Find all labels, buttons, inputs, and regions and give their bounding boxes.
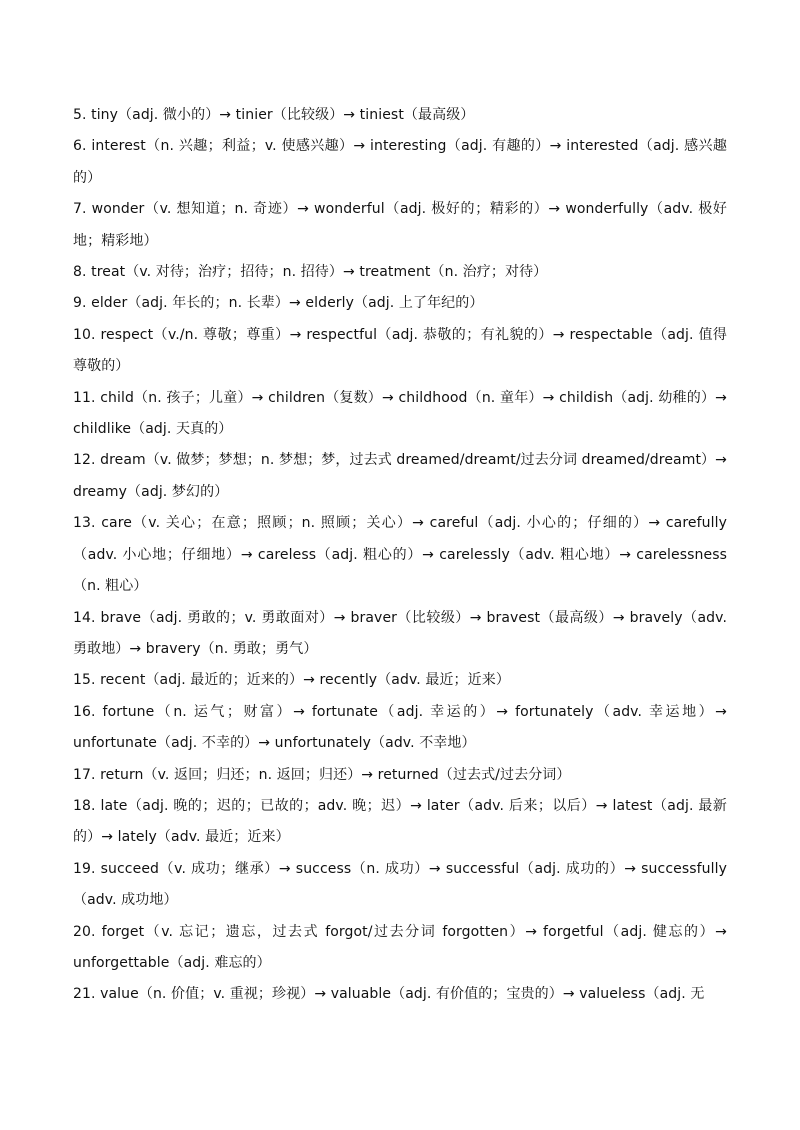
- entry-forget: 20. forget（v. 忘记；遗忘，过去式 forgot/过去分词 forgotten）→ forgetful（adj. 健忘的）→ unforgettable（adj. 难忘的）: [73, 923, 727, 971]
- entry-fortune: 16. fortune（n. 运气；财富）→ fortunate（adj. 幸运的）→ fortunately（adv. 幸运地）→ unfortunate（adj. 不幸的）→ unfortunately（adv. 不幸地）: [73, 703, 727, 752]
- entry-interest: 6. interest（n. 兴趣；利益；v. 使感兴趣）→ interesting（adj. 有趣的）→ interested（adj. 感兴趣的）: [73, 138, 727, 186]
- vocabulary-list: [73, 100, 727, 1011]
- entry-value: 21. value（n. 价值；v. 重视；珍视）→ valuable（adj. 有价值的；宝贵的）→ valueless（adj. 无: [73, 986, 705, 1003]
- entry-respect: 10. respect（v./n. 尊敬；尊重）→ respectful（adj. 恭敬的；有礼貌的）→ respectable（adj. 值得尊敬的）: [73, 326, 727, 375]
- entry-wonder: 7. wonder（v. 想知道；n. 奇迹）→ wonderful（adj. 极好的；精彩的）→ wonderfully（adv. 极好地；精彩地）: [73, 201, 727, 249]
- entry-return: 17. return（v. 返回；归还；n. 返回；归还）→ returned（过去式/过去分词）: [73, 766, 571, 783]
- entry-recent: 15. recent（adj. 最近的；近来的）→ recently（adv. 最近；近来）: [73, 672, 510, 689]
- entry-succeed: 19. succeed（v. 成功；继承）→ success（n. 成功）→ successful（adj. 成功的）→ successfully（adv. 成功地）: [73, 860, 727, 909]
- entry-child: 11. child（n. 孩子；儿童）→ children（复数）→ childhood（n. 童年）→ childish（adj. 幼稚的）→ childlike（adj. 天真的）: [73, 389, 727, 438]
- entry-tiny: 5. tiny（adj. 微小的）→ tinier（比较级）→ tiniest（最高级）: [73, 107, 475, 123]
- entry-elder: 9. elder（adj. 年长的；n. 长辈）→ elderly（adj. 上了年纪的）: [73, 295, 484, 312]
- entry-dream: 12. dream（v. 做梦；梦想；n. 梦想；梦，过去式 dreamed/dreamt/过去分词 dreamed/dreamt）→ dreamy（adj. 梦幻的）: [73, 452, 727, 500]
- entry-late: 18. late（adj. 晚的；迟的；已故的；adv. 晚；迟）→ later（adv. 后来；以后）→ latest（adj. 最新的）→ lately（adv. 最近；近来）: [73, 797, 727, 846]
- entry-care: 13. care（v. 关心；在意；照顾；n. 照顾；关心）→ careful（adj. 小心的；仔细的）→ carefully（adv. 小心地；仔细地）→ careless（adj. 粗心的）→ carelessly（adv. 粗心地）→ carelessness（n. 粗心）: [73, 515, 727, 595]
- entry-treat: 8. treat（v. 对待；治疗；招待；n. 招待）→ treatment（n. 治疗；对待）: [73, 264, 548, 281]
- entry-brave: 14. brave（adj. 勇敢的；v. 勇敢面对）→ braver（比较级）→ bravest（最高级）→ bravely（adv. 勇敢地）→ bravery（n. 勇敢；勇气）: [73, 609, 727, 657]
